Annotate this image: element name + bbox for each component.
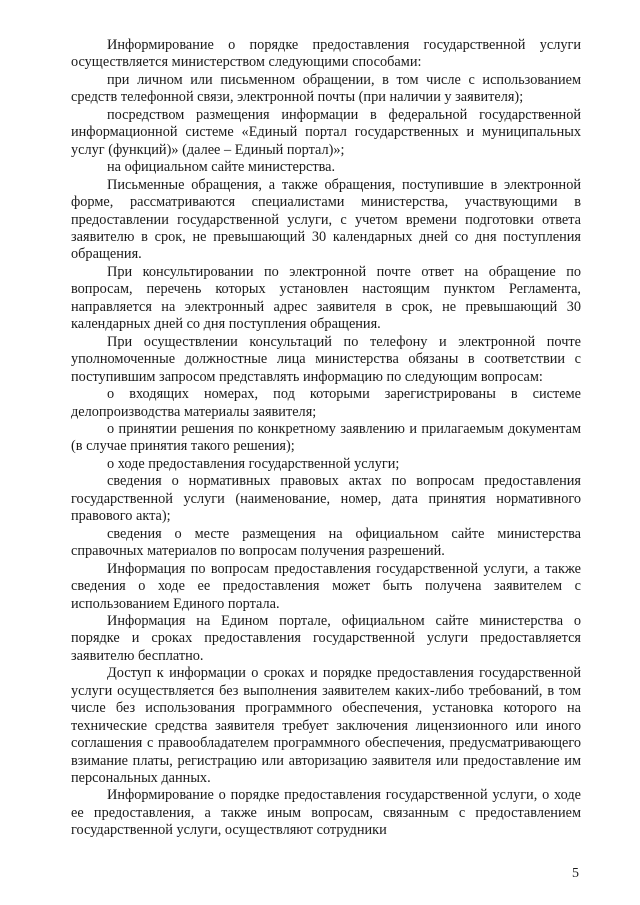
paragraph: сведения о месте размещения на официальном сайте министерства справочных материалов по вопросам получения разрешений. <box>71 525 581 560</box>
paragraph: сведения о нормативных правовых актах по вопросам предоставления государственной услуги (наименование, номер, дата принятия нормативного правового акта); <box>71 473 581 525</box>
paragraph: Информирование о порядке предоставления государственной услуги, о ходе ее предоставления, а также иным вопросам, связанным с предоставлением государственной услуги, осуществляют сотрудники <box>71 787 581 839</box>
paragraph: Информация по вопросам предоставления государственной услуги, а также сведения о ходе ее предоставления может быть получена заявителем с использованием Единого портала. <box>71 560 581 612</box>
paragraph: о ходе предоставления государственной услуги; <box>107 455 400 472</box>
paragraph: о входящих номерах, под которыми зарегистрированы в системе делопроизводства материалы заявителя; <box>71 386 581 420</box>
paragraph: При осуществлении консультаций по телефону и электронной почте уполномоченные должностные лица министерства обязаны в соответствии с поступившим запросом представлять информацию по следующим вопросам: <box>71 333 581 385</box>
page-number: 5 <box>572 866 579 881</box>
document-body <box>71 37 581 840</box>
paragraph: Доступ к информации о сроках и порядке предоставления государственной услуги осуществляется без выполнения заявителем каких-либо требований, в том числе без использования программного обеспечения, установка которого на технические средства заявителя требует заключения лицензионного или иного соглашения с правообладателем программного обеспечения, предусматривающего взимание платы, регистрацию или авторизацию заявителя или предоставление им персональных данных. <box>71 665 581 787</box>
paragraph: Письменные обращения, а также обращения, поступившие в электронной форме, рассматриваются специалистами министерства, участвующими в предоставлении государственной услуги, с учетом времени подготовки ответа заявителю в срок, не превышающий 30 календарных дней со дня поступления обращения. <box>71 176 581 263</box>
paragraph: о принятии решения по конкретному заявлению и прилагаемым документам (в случае принятия такого решения); <box>71 420 581 455</box>
paragraph: при личном или письменном обращении, в том числе с использованием средств телефонной связи, электронной почты (при наличии у заявителя); <box>71 71 581 106</box>
paragraph: Информация на Едином портале, официальном сайте министерства о порядке и сроках предоставления государственной услуги предоставляется заявителю бесплатно. <box>71 612 581 664</box>
paragraph: на официальном сайте министерства. <box>107 159 336 176</box>
paragraph: При консультировании по электронной почте ответ на обращение по вопросам, перечень которых установлен настоящим пунктом Регламента, направляется на электронный адрес заявителя в срок, не превышающий 30 календарных дней со дня поступления обращения. <box>71 263 581 333</box>
paragraph: Информирование о порядке предоставления государственной услуги осуществляется министерством следующими способами: <box>71 37 581 71</box>
paragraph: посредством размещения информации в федеральной государственной информационной системе «Единый портал государственных и муниципальных услуг (функций)» (далее – Единый портал)»; <box>71 106 581 158</box>
